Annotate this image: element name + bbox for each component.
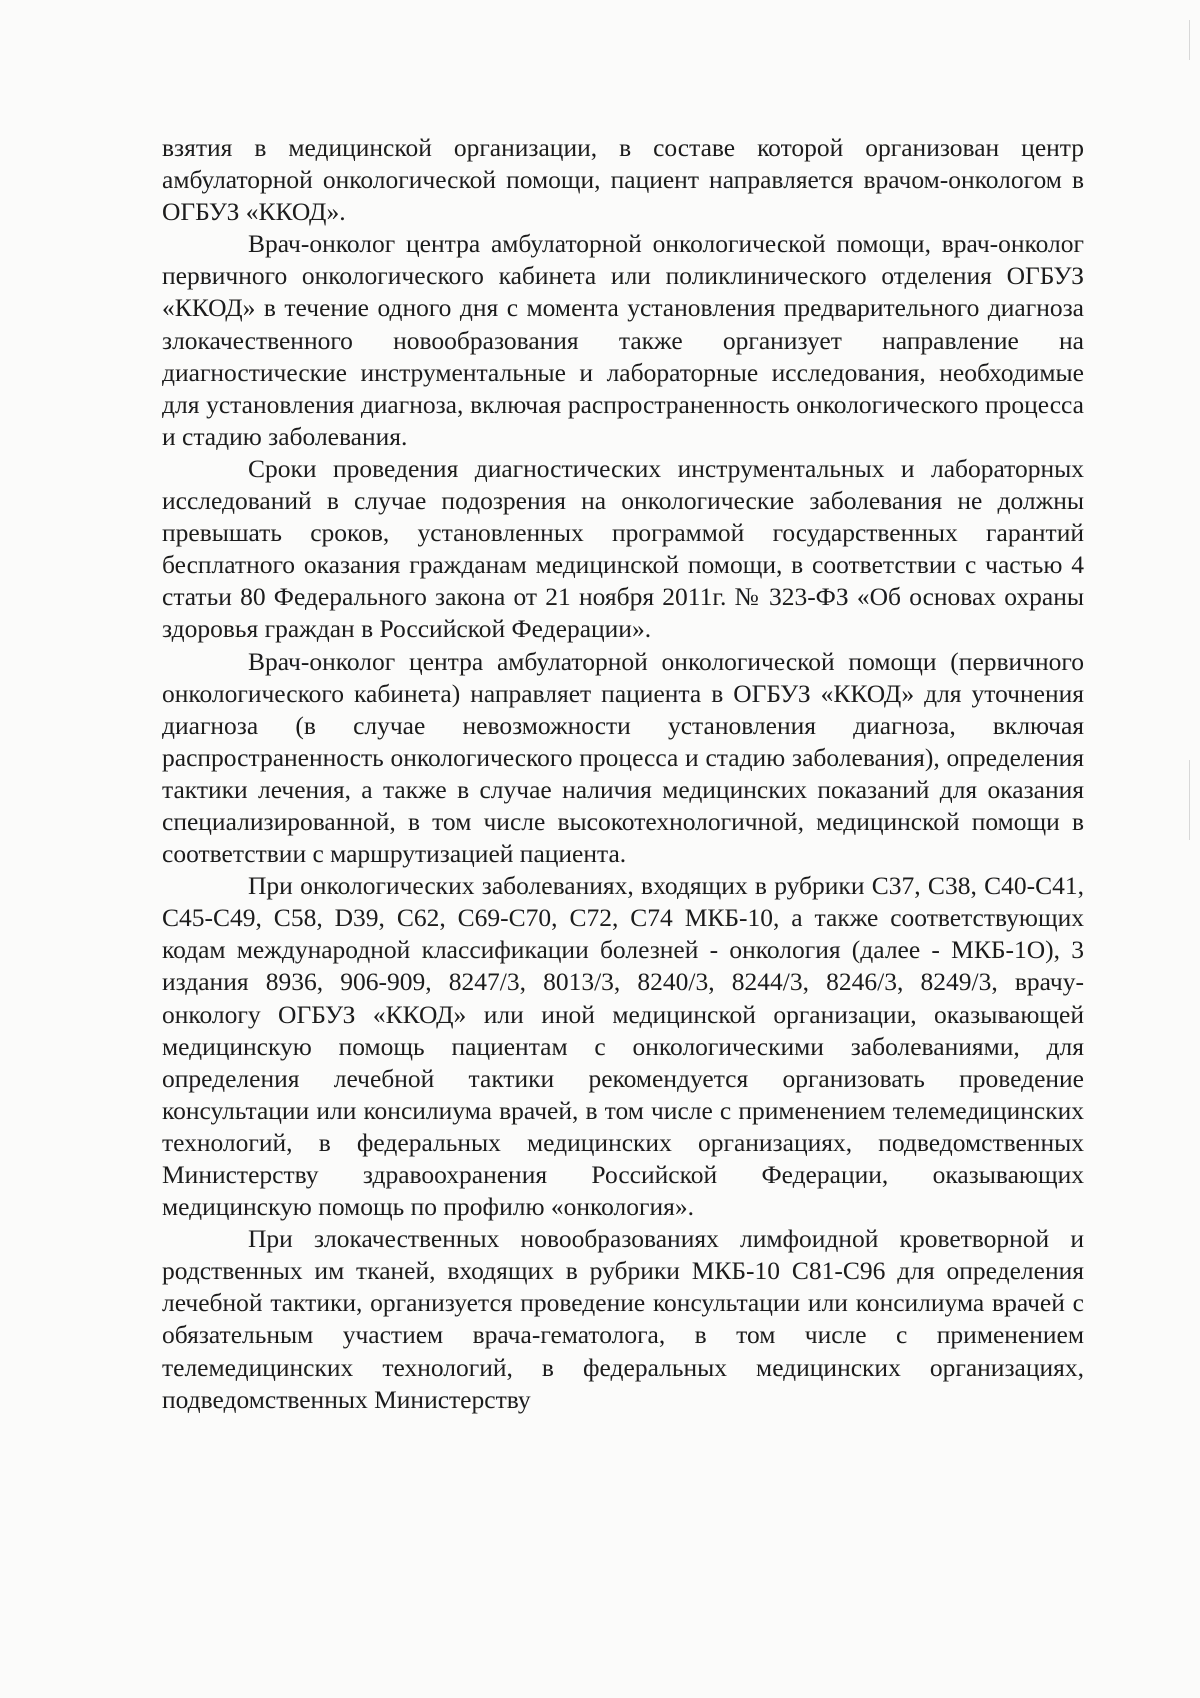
paragraph-hematology-consultation: При злокачественных новообразованиях лимфоидной кроветворной и родственных им тканей, входящих в рубрики МКБ-10 С81-С96 для определения лечебной тактики, организуется проведение консультации или консилиума врачей с обязательным участием врача-гематолога, в том числе с применением телемедицинских технологий, в федеральных медицинских организациях, подведомственных Министерству <box>162 1224 1084 1414</box>
paragraph-referral-to-kkod: Врач-онколог центра амбулаторной онкологической помощи (первичного онкологического кабинета) направляет пациента в ОГБУЗ «ККОД» для уточнения диагноза (в случае невозможности установления диагноза, включая распространенность онкологического процесса и стадию заболевания), определения тактики лечения, а также в случае наличия медицинских показаний для оказания специализированной, в том числе высокотехнологичной, медицинской помощи в соответствии с маршрутизацией пациента. <box>162 646 1084 869</box>
paragraph-icd-consultation: При онкологических заболеваниях, входящих в рубрики С37, С38, С40-С41, С45-С49, С58, D39, С62, С69-С70, С72, С74 МКБ-10, а также соответствующих кодам международной классификации болезней - онкология (далее - МКБ-1О), 3 издания 8936, 906-909, 8247/3, 8013/3, 8240/3, 8244/3, 8246/3, 8249/3, врачу-онкологу ОГБУЗ «ККОД» или иной медицинской организации, оказывающей медицинскую помощь пациентам с онкологическими заболеваниями, для определения лечебной тактики рекомендуется организовать проведение консультации или консилиума врачей, в том числе с применением телемедицинских технологий, в федеральных медицинских организациях, подведомственных Министерству здравоохранения Российской Федерации, оказывающих медицинскую помощь по профилю «онкология». <box>162 871 1084 1222</box>
paragraph-doctor-referral: Врач-онколог центра амбулаторной онкологической помощи, врач-онколог первичного онкологического кабинета или поликлинического отделения ОГБУЗ «ККОД» в течение одного дня с момента установления предварительного диагноза злокачественного новообразования также организует направление на диагностические инструментальные и лабораторные исследования, необходимые для установления диагноза, включая распространенность онкологического процесса и стадию заболевания. <box>162 229 1084 451</box>
scan-edge-mark <box>1189 760 1190 840</box>
paragraph-continuation: взятия в медицинской организации, в составе которой организован центр амбулаторной онкологической помощи, пациент направляется врачом-онкологом в ОГБУЗ «ККОД». <box>162 133 1084 227</box>
paragraph-diagnostic-deadlines: Сроки проведения диагностических инструментальных и лабораторных исследований в случае подозрения на онкологические заболевания не должны превышать сроков, установленных программой государственных гарантий бесплатного оказания гражданам медицинской помощи, в соответствии с частью 4 статьи 80 Федерального закона от 21 ноября 2011г. № 323-ФЗ «Об основах охраны здоровья граждан в Российской Федерации». <box>162 453 1084 644</box>
scan-edge-mark <box>1189 20 1190 60</box>
document-body <box>162 132 1084 1416</box>
